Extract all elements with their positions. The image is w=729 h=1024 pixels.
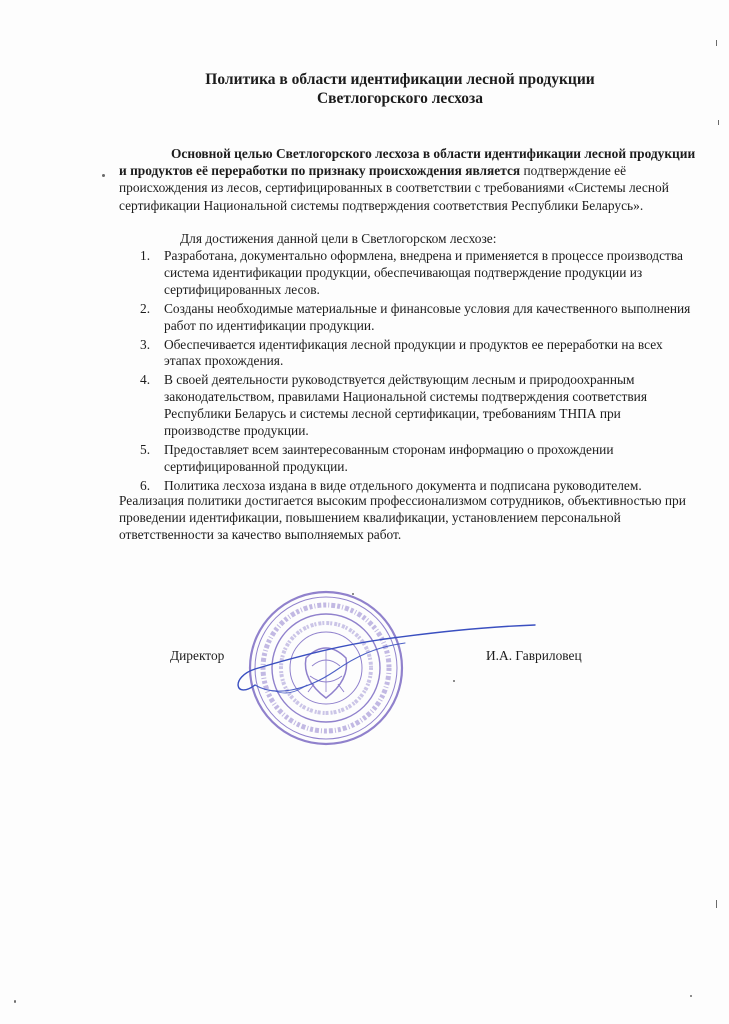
list-item-number: 5. (140, 441, 151, 457)
list-item-number: 2. (140, 300, 151, 316)
list-item-text: Созданы необходимые материальные и финансовые условия для качественного выполнения работ по идентификации продукции. (164, 300, 691, 333)
title-line-2: Светлогорского лесхоза (316, 90, 484, 107)
list-item-number: 1. (140, 248, 151, 263)
document-title (100, 70, 700, 108)
policy-list (140, 248, 700, 497)
list-item-number: 4. (140, 372, 151, 388)
list-item (140, 301, 700, 335)
list-item-text: Политика лесхоза издана в виде отдельного документа и подписана руководителем. (164, 477, 642, 493)
list-item-text: В своей деятельности руководствуется действующим лесным и природоохранным законодательством, правилами Национальной системы подтверждения соответствия Республики Беларусь и системы лесной сертификации, требованиям ТНПА при производстве продукции. (164, 372, 647, 439)
scan-speck (690, 995, 692, 997)
scan-speck (716, 40, 717, 46)
title-line-1: Политика в области идентификации лесной продукции (205, 71, 595, 88)
intro-regular-text: подтверждение её происхождения из лесов, сертифицированных в соответствии с требованиями «Системы лесной сертификации Национальной системы подтверждения соответствия Республики Беларусь». (119, 163, 669, 213)
intro-bold-text: Основной целью Светлогорского лесхоза в области идентификации лесной продукции и продуктов её переработки по признаку происхождения является (119, 146, 696, 179)
conclusion-paragraph: Реализация политики достигается высоким профессионализмом сотрудников, объективностью при проведении идентификации, повышением квалификации, установлением персональной ответственности за качество выполняемых работ. (119, 493, 686, 543)
list-item (140, 248, 700, 299)
list-item-text: Разработана, документально оформлена, внедрена и применяется в процессе производства система идентификации продукции, обеспечивающая подтверждение продукции из сертифицированных лесов. (164, 248, 683, 297)
list-item (140, 337, 700, 371)
handwritten-signature (225, 615, 545, 715)
scan-speck (718, 120, 719, 125)
list-item-text: Предоставляет всем заинтересованным сторонам информацию о прохождении сертифицированной продукции. (164, 441, 614, 474)
list-item-number: 3. (140, 336, 151, 352)
list-item-text: Обеспечивается идентификация лесной продукции и продуктов ее переработки на всех этапах прохождения. (164, 336, 663, 369)
scan-speck (453, 680, 455, 682)
scan-speck (352, 593, 354, 595)
scan-speck (102, 174, 105, 177)
scan-speck (14, 1000, 16, 1003)
list-item (140, 372, 700, 440)
signatory-title: Директор (170, 648, 225, 663)
list-item (140, 442, 700, 476)
achieve-line: Для достижения данной цели в Светлогорском лесхозе: (180, 231, 497, 246)
intro-paragraph (119, 145, 699, 214)
signatory-name: И.А. Гавриловец (486, 648, 582, 663)
list-item-number: 6. (140, 477, 151, 493)
scan-speck (716, 900, 717, 908)
